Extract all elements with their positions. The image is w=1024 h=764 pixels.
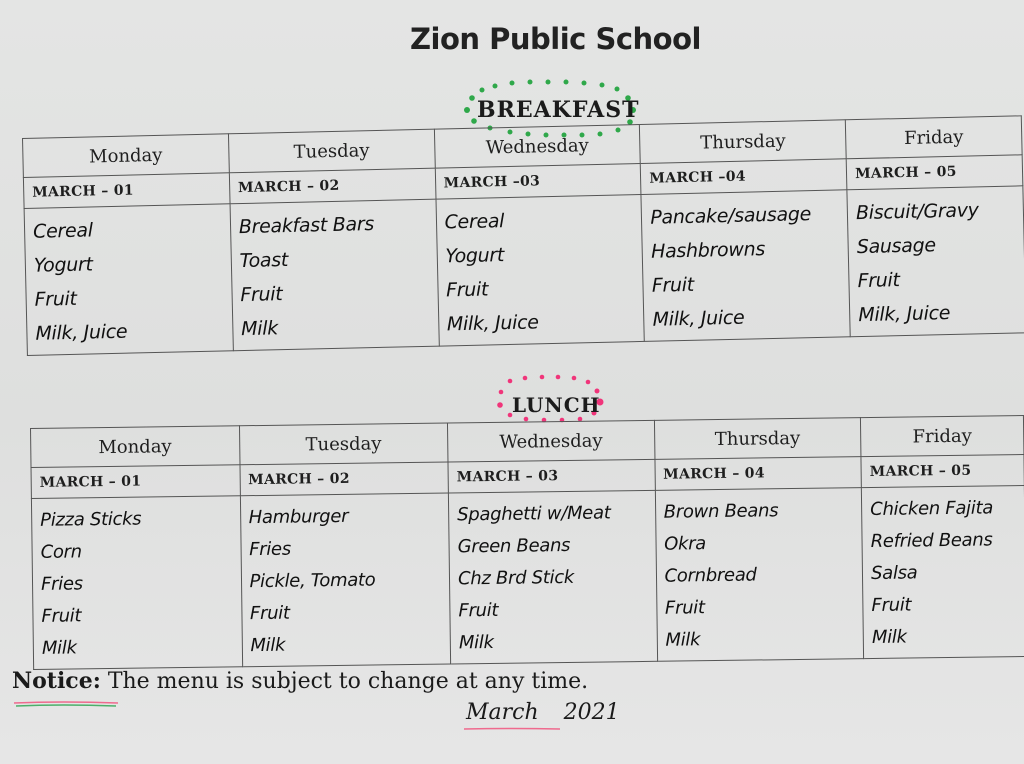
menu-item: Fruit [871, 594, 912, 616]
menu-item: Chicken Fajita [870, 497, 994, 521]
breakfast-day-wednesday: Wednesday [434, 124, 641, 168]
menu-item: Milk, Juice [446, 311, 539, 336]
lunch-items-thursday [655, 488, 864, 662]
menu-item: Fruit [445, 278, 489, 302]
breakfast-date-friday: MARCH – 05 [846, 155, 1023, 190]
lunch-items-friday [861, 485, 1024, 658]
breakfast-items-tuesday [230, 199, 439, 351]
menu-item: Fruit [240, 283, 283, 307]
lunch-day-friday: Friday [861, 415, 1024, 456]
menu-item: Green Beans [457, 534, 571, 558]
menu-item: Chz Brd Stick [457, 566, 575, 590]
menu-item: Hashbrowns [650, 238, 766, 263]
breakfast-date-thursday: MARCH –04 [641, 159, 847, 195]
menu-item: Fruit [664, 597, 705, 619]
lunch-day-thursday: Thursday [654, 418, 861, 460]
menu-item: Salsa [870, 562, 918, 585]
breakfast-day-friday: Friday [845, 116, 1022, 159]
breakfast-day-tuesday: Tuesday [228, 129, 435, 173]
notice-line [12, 668, 588, 694]
menu-item: Milk, Juice [858, 301, 951, 327]
breakfast-date-tuesday: MARCH – 02 [229, 168, 435, 204]
menu-item: Pizza Sticks [40, 508, 142, 531]
menu-item: Fruit [249, 602, 290, 625]
lunch-day-tuesday: Tuesday [239, 423, 448, 465]
month-year [466, 700, 620, 725]
menu-item: Sausage [856, 234, 936, 259]
menu-item: Cereal [32, 219, 93, 243]
menu-item: Yogurt [33, 253, 93, 277]
menu-item: Milk [665, 629, 701, 651]
menu-item: Fruit [34, 287, 77, 311]
menu-item: Cereal [444, 210, 505, 234]
notice-label: Notice: [12, 668, 101, 694]
lunch-items-wednesday [448, 490, 657, 664]
breakfast-items-monday [24, 204, 233, 356]
lunch-items-monday [31, 496, 242, 670]
lunch-table [30, 415, 1024, 670]
footer-year: 2021 [563, 700, 620, 725]
menu-item: Brown Beans [663, 500, 779, 523]
menu-item: Okra [664, 533, 707, 555]
lunch-date-friday: MARCH – 05 [861, 454, 1024, 487]
menu-item: Milk [250, 634, 286, 657]
notice-underline [12, 700, 120, 708]
menu-item: Toast [239, 248, 289, 273]
breakfast-items-thursday [641, 190, 850, 342]
lunch-items-tuesday [240, 493, 451, 667]
menu-item: Corn [40, 541, 82, 563]
breakfast-day-thursday: Thursday [640, 120, 847, 164]
lunch-date-monday: MARCH – 01 [31, 465, 240, 499]
menu-item: Fries [40, 573, 83, 595]
lunch-day-wednesday: Wednesday [448, 420, 655, 462]
breakfast-table [22, 115, 1024, 356]
menu-item: Milk [240, 317, 279, 341]
menu-item: Breakfast Bars [238, 213, 375, 239]
menu-item: Fruit [458, 599, 499, 622]
lunch-date-thursday: MARCH – 04 [655, 457, 862, 491]
menu-item: Fruit [651, 273, 695, 297]
breakfast-items-wednesday [436, 194, 645, 346]
lunch-date-tuesday: MARCH – 02 [240, 462, 449, 496]
menu-item: Pancake/sausage [650, 203, 812, 229]
month-underline [462, 726, 562, 732]
lunch-title: LUNCH [512, 393, 601, 417]
breakfast-day-monday: Monday [23, 134, 230, 178]
breakfast-date-monday: MARCH – 01 [23, 173, 229, 209]
menu-item: Fries [248, 538, 291, 561]
lunch-day-monday: Monday [31, 426, 240, 468]
menu-item: Biscuit/Gravy [855, 199, 979, 225]
menu-item: Fruit [857, 269, 900, 293]
breakfast-items-friday [847, 186, 1024, 337]
menu-item: Yogurt [445, 244, 505, 268]
menu-item: Spaghetti w/Meat [457, 502, 611, 526]
breakfast-title: BREAKFAST [477, 97, 640, 123]
menu-item: Milk, Juice [35, 320, 128, 345]
menu-item: Milk [41, 637, 77, 659]
lunch-items-row [31, 485, 1024, 669]
menu-item: Milk [458, 631, 494, 654]
menu-item: Pickle, Tomato [249, 569, 376, 593]
menu-item: Fruit [41, 605, 82, 627]
lunch-date-wednesday: MARCH – 03 [448, 459, 655, 493]
menu-item: Hamburger [248, 505, 349, 529]
menu-item: Milk [871, 626, 907, 648]
menu-item: Milk, Juice [652, 306, 745, 331]
menu-item: Cornbread [664, 564, 757, 587]
school-title: Zion Public School [410, 22, 701, 56]
footer-month: March [466, 700, 539, 725]
notice-text: The menu is subject to change at any time. [107, 669, 589, 694]
breakfast-date-wednesday: MARCH –03 [435, 163, 641, 199]
menu-item: Refried Beans [870, 529, 993, 553]
breakfast-items-row [24, 186, 1024, 356]
